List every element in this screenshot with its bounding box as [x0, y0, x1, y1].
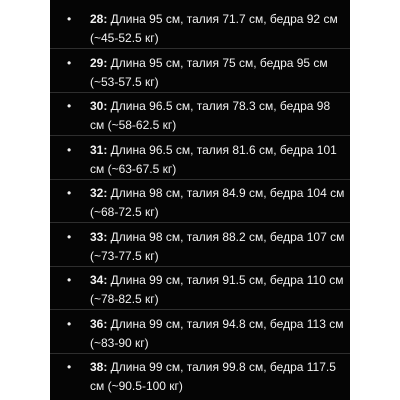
list-item	[50, 358, 350, 396]
list-item	[50, 54, 350, 93]
bullet-dot: •	[67, 273, 72, 287]
size-label: 33:	[90, 229, 108, 244]
size-details: Длина 98 см, талия 84.9 см, бедра 104 см (~68-72.5 кг)	[90, 186, 345, 219]
size-label: 28:	[90, 12, 108, 26]
list-item	[50, 228, 350, 267]
size-list	[50, 0, 350, 396]
size-label: 38:	[90, 360, 108, 374]
size-details: Длина 95 см, талия 75 см, бедра 95 см (~53-57.5 кг)	[90, 55, 328, 89]
bullet-dot: •	[67, 186, 72, 200]
size-label: 30:	[90, 99, 108, 113]
size-label: 29:	[90, 55, 108, 70]
bullet-dot: •	[67, 55, 72, 70]
bullet-dot: •	[67, 360, 72, 374]
bullet-dot: •	[67, 316, 72, 331]
size-label: 32:	[90, 186, 108, 200]
size-chart-panel	[50, 0, 350, 400]
list-item	[50, 271, 350, 310]
size-details: Длина 99 см, талия 99.8 см, бедра 117.5 см (~90.5-100 кг)	[90, 360, 336, 393]
list-item	[50, 141, 350, 180]
size-details: Длина 96.5 см, талия 78.3 см, бедра 98 см (~58-62.5 кг)	[90, 99, 331, 132]
list-item	[50, 315, 350, 354]
bullet-dot: •	[67, 229, 72, 244]
size-details: Длина 95 см, талия 71.7 см, бедра 92 см (~45-52.5 кг)	[90, 12, 338, 45]
size-label: 36:	[90, 316, 108, 331]
size-details: Длина 99 см, талия 94.8 см, бедра 113 см (~83-90 кг)	[90, 316, 344, 350]
size-label: 31:	[90, 142, 108, 157]
list-item	[50, 97, 350, 136]
bullet-dot: •	[67, 12, 72, 26]
bullet-dot: •	[67, 99, 72, 113]
size-details: Длина 98 см, талия 88.2 см, бедра 107 см (~73-77.5 кг)	[90, 229, 345, 263]
size-details: Длина 99 см, талия 91.5 см, бедра 110 см (~78-82.5 кг)	[90, 273, 344, 306]
bullet-dot: •	[67, 142, 72, 157]
size-label: 34:	[90, 273, 108, 287]
list-item	[50, 184, 350, 223]
size-details: Длина 96.5 см, талия 81.6 см, бедра 101 см (~63-67.5 кг)	[90, 142, 337, 176]
list-item	[50, 10, 350, 49]
